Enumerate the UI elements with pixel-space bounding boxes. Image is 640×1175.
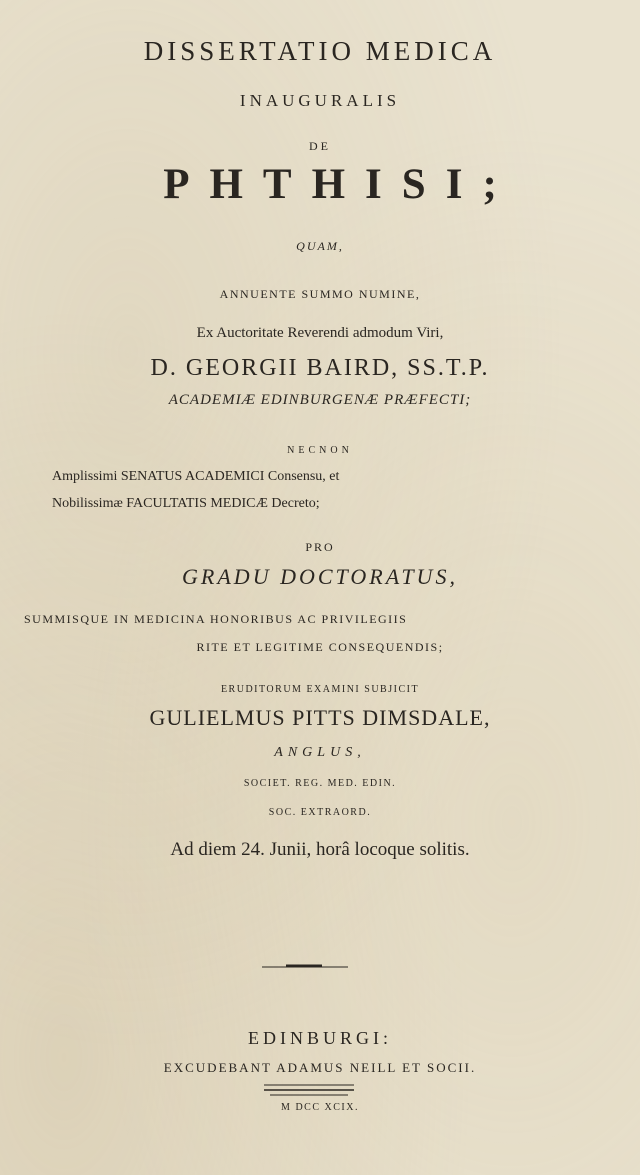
pro-line: PRO bbox=[305, 540, 335, 554]
consequendis-line: RITE ET LEGITIME CONSEQUENDIS; bbox=[196, 640, 444, 654]
senatus-line: Amplissimi SENATUS ACADEMICI Consensu, et bbox=[52, 469, 340, 484]
dissertation-title: DISSERTATIO MEDICA bbox=[143, 36, 497, 66]
society-status-line: SOC. EXTRAORD. bbox=[268, 807, 372, 818]
honours-line: SUMMISQUE IN MEDICINA HONORIBUS AC PRIVILEGIIS bbox=[24, 612, 408, 626]
printer-line: EXCUDEBANT ADAMUS NEILL ET SOCII. bbox=[163, 1060, 477, 1075]
author-name: GULIELMUS PITTS DIMSDALE, bbox=[149, 705, 491, 730]
faculty-line: Nobilissimæ FACULTATIS MEDICÆ Decreto; bbox=[52, 496, 320, 511]
double-rule bbox=[264, 1085, 354, 1095]
academy-line: ACADEMIÆ EDINBURGENÆ PRÆFECTI; bbox=[168, 392, 472, 408]
principal-name: D. GEORGII BAIRD, SS.T.P. bbox=[150, 355, 490, 381]
nationality-line: ANGLUS, bbox=[274, 745, 366, 760]
inauguralis-line: INAUGURALIS bbox=[239, 91, 401, 110]
imprint-year: M DCC XCIX. bbox=[281, 1102, 359, 1113]
authority-line: Ex Auctoritate Reverendi admodum Viri, bbox=[196, 325, 444, 341]
examini-line: ERUDITORUM EXAMINI SUBJICIT bbox=[220, 684, 420, 695]
annuente-line: ANNUENTE SUMMO NUMINE, bbox=[219, 287, 421, 301]
subject-title: PHTHISI; bbox=[163, 161, 517, 208]
center-rule bbox=[262, 966, 348, 967]
de-line: DE bbox=[309, 139, 331, 153]
date-line: Ad diem 24. Junii, horâ locoque solitis. bbox=[170, 839, 470, 860]
necnon-line: NECNON bbox=[287, 445, 353, 456]
society-line: SOCIET. REG. MED. EDIN. bbox=[243, 778, 397, 789]
imprint-city: EDINBURGI: bbox=[248, 1028, 392, 1048]
quam-line: QUAM, bbox=[296, 239, 344, 253]
degree-line: GRADU DOCTORATUS, bbox=[182, 564, 458, 589]
